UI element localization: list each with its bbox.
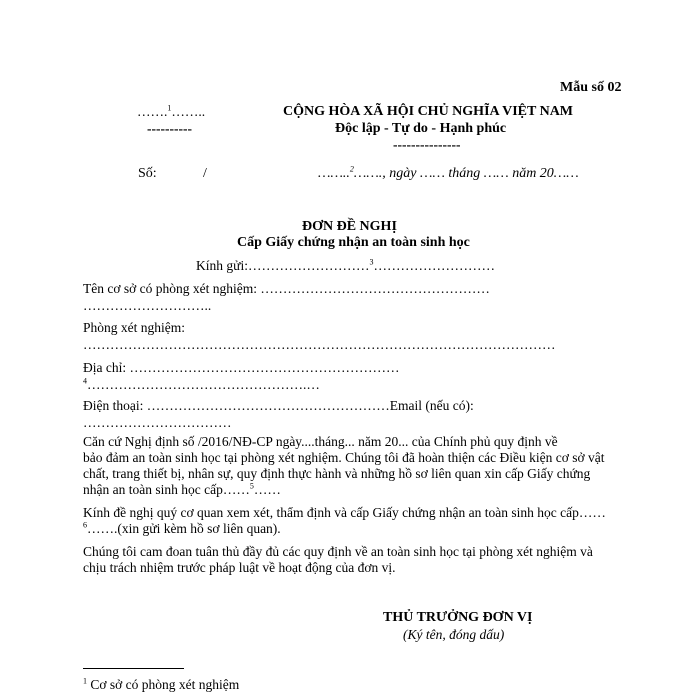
paragraph-commitment-line-2: chịu trách nhiệm trước pháp luật về hoạt động của đơn vị. [83,560,396,575]
document-subtitle: Cấp Giấy chứng nhận an toàn sinh học [237,235,470,250]
address-continuation: $^4$………………………………………….… [83,376,320,392]
recipient-line: Kính gửi:………………………$^3$……………………… [196,257,495,273]
paragraph-request-line-1: Kính đề nghị quý cơ quan xem xét, thẩm định và cấp Giấy chứng nhận an toàn sinh học cấp…… [83,505,606,520]
document-number-slash: / [203,166,207,181]
document-number-label: Số: [138,166,157,181]
lab-field-label: Phòng xét nghiệm: [83,320,185,335]
phone-email-continuation: …………………………… [83,415,232,430]
footnote-ref-1: 1 [167,103,172,113]
footnote-separator [83,668,184,669]
footnote-ref-3: 3 [369,257,374,267]
signer-note: (Ký tên, đóng dấu) [403,627,505,642]
lab-field-dots: …………………………………………………………………………………………… [83,337,556,352]
document-title: ĐƠN ĐỀ NGHỊ [302,219,397,234]
address-field: Địa chỉ: …………………………………………………… [83,360,400,375]
footnote-ref-4: 4 [83,376,87,386]
facility-name-field: Tên cơ sở có phòng xét nghiệm: …………………………………………… [83,281,490,296]
organization-placeholder: …….$^1$…….. [137,103,206,119]
paragraph-basis-line-2: bảo đảm an toàn sinh học tại phòng xét nghiệm. Chúng tôi đã hoàn thiện các Điều kiện cơ sở vật [83,450,605,465]
national-title: CỘNG HÒA XÃ HỘI CHỦ NGHĨA VIỆT NAM [283,104,574,119]
phone-email-field: Điện thoại: ………………………………………………Email (nếu có): [83,398,474,413]
footnote-ref-5: 5 [249,481,254,491]
footnote-ref-6: 6 [83,520,87,530]
motto-dashes: --------------- [393,137,461,152]
paragraph-basis-line-4: nhận an toàn sinh học cấp……$^5$…… [83,481,281,497]
facility-name-continuation: ……………………….. [83,298,212,313]
footnote-1-ref: 1 [83,676,87,686]
footnote-1: $^1$ Cơ sở có phòng xét nghiệm [83,676,240,692]
organization-dashes: ---------- [147,121,192,136]
form-number: Mẫu số 02 [560,80,622,95]
paragraph-basis-line-1: Căn cứ Nghị định số /2016/NĐ-CP ngày....tháng... năm 20... của Chính phủ quy định về [83,434,558,449]
place-date-line: ……..$^2$……., ngày …… tháng …… năm 20…… [318,164,579,181]
national-motto: Độc lập - Tự do - Hạnh phúc [335,121,507,136]
paragraph-basis-line-3: chất, trang thiết bị, nhân sự, quy định thực hành và những hồ sơ liên quan xin cấp Giấy chứng [83,466,591,481]
paragraph-commitment-line-1: Chúng tôi cam đoan tuân thủ đầy đủ các quy định về an toàn sinh học tại phòng xét nghiệm và [83,544,593,559]
footnote-ref-2: 2 [349,164,354,174]
signer-title: THỦ TRƯỞNG ĐƠN VỊ [383,610,533,625]
paragraph-request-line-2: $^6$…….(xin gửi kèm hồ sơ liên quan). [83,520,281,536]
